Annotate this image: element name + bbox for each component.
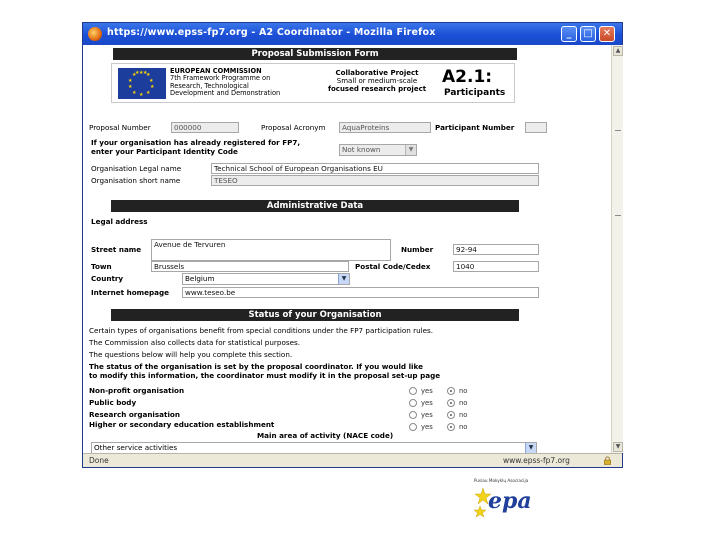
header-banner — [111, 63, 515, 103]
public-body-yes-radio — [409, 399, 417, 407]
form-code: A2.1: Participants — [442, 67, 506, 98]
status-text: Done — [89, 456, 109, 465]
non-profit-label: Non-profit organisation — [89, 386, 185, 395]
status-note-line2: to modify this information, the coordinator must modify it in the proposal set-up page — [89, 371, 441, 380]
research-org-yes-radio — [409, 411, 417, 419]
country-select[interactable]: Belgium ▼ — [182, 273, 350, 285]
country-label: Country — [91, 274, 124, 283]
town-label: Town — [91, 262, 112, 271]
non-profit-no-radio — [447, 387, 455, 395]
pic-question-line2: enter your Participant Identity Code — [91, 147, 238, 156]
non-profit-no-label: no — [459, 387, 468, 395]
maximize-button[interactable]: □ — [580, 26, 596, 42]
participant-number-label: Participant Number — [435, 123, 515, 132]
minimize-button[interactable]: _ — [561, 26, 577, 42]
title-bar[interactable] — [83, 23, 622, 45]
chevron-down-icon: ▼ — [525, 443, 536, 453]
epa-caption: Pusiau Mokyklų Asociacija — [473, 478, 529, 483]
status-url: www.epss-fp7.org — [503, 456, 570, 465]
pic-question-line1: If your organisation has already registered for FP7, — [91, 138, 301, 147]
pic-select: Not known ▼ — [339, 144, 417, 156]
organisation-status-title: Status of your Organisation — [111, 309, 519, 321]
chevron-down-icon: ▼ — [338, 274, 349, 284]
public-body-no-label: no — [459, 399, 468, 407]
education-no-label: no — [459, 423, 468, 431]
public-body-label: Public body — [89, 398, 137, 407]
epa-wordmark: epa — [488, 488, 532, 514]
research-org-label: Research organisation — [89, 410, 180, 419]
browser-window — [82, 22, 623, 468]
firefox-icon — [88, 27, 102, 41]
eu-flag-icon: ★ ★ ★ ★ ★ ★ ★ ★ ★ ★ ★ ★ — [118, 68, 166, 99]
status-note-line1: The status of the organisation is set by the proposal coordinator. If you would like — [89, 362, 423, 371]
administrative-data-title: Administrative Data — [111, 200, 519, 212]
number-field[interactable]: 92-94 — [453, 244, 539, 255]
legal-address-label: Legal address — [91, 217, 148, 226]
status-info-line3: The questions below will help you complete this section. — [89, 350, 293, 359]
research-org-yes-label: yes — [421, 411, 433, 419]
project-type: Collaborative Project Small or medium-scale focused research project — [327, 69, 427, 93]
street-field[interactable]: Avenue de Tervuren — [151, 239, 391, 261]
scroll-up-icon[interactable]: ▲ — [613, 46, 623, 56]
public-body-no-radio — [447, 399, 455, 407]
non-profit-yes-radio — [409, 387, 417, 395]
proposal-acronym-label: Proposal Acronym — [261, 123, 326, 132]
legal-name-label: Organisation Legal name — [91, 164, 182, 173]
proposal-number-label: Proposal Number — [89, 123, 151, 132]
short-name-field: TESEO — [211, 175, 539, 186]
nace-label: Main area of activity (NACE code) — [257, 431, 394, 440]
vertical-scrollbar[interactable] — [611, 45, 623, 453]
proposal-number-field: 000000 — [171, 122, 239, 133]
education-no-radio — [447, 423, 455, 431]
research-org-no-radio — [447, 411, 455, 419]
number-label: Number — [401, 245, 434, 254]
public-body-yes-label: yes — [421, 399, 433, 407]
proposal-acronym-field: AquaProteins — [339, 122, 431, 133]
nace-select[interactable]: Other service activities ▼ — [91, 442, 537, 453]
legal-name-field[interactable]: Technical School of European Organisations EU — [211, 163, 539, 174]
postal-code-label: Postal Code/Cedex — [355, 262, 431, 271]
lock-icon — [603, 456, 612, 465]
epa-logo — [466, 478, 536, 530]
status-info-line1: Certain types of organisations benefit from special conditions under the FP7 participation rules. — [89, 326, 434, 335]
participant-number-field — [525, 122, 547, 133]
scroll-down-icon[interactable]: ▼ — [613, 442, 623, 452]
education-yes-label: yes — [421, 423, 433, 431]
window-title: https://www.epss-fp7.org - A2 Coordinator - Mozilla Firefox — [107, 27, 436, 38]
postal-code-field[interactable]: 1040 — [453, 261, 539, 272]
education-yes-radio — [409, 423, 417, 431]
chevron-down-icon: ▼ — [405, 145, 416, 155]
education-label: Higher or secondary education establishment — [89, 420, 275, 429]
homepage-label: Internet homepage — [91, 288, 170, 297]
form-title: Proposal Submission Form — [113, 48, 517, 60]
research-org-no-label: no — [459, 411, 468, 419]
town-field[interactable]: Brussels — [151, 261, 349, 272]
short-name-label: Organisation short name — [91, 176, 181, 185]
page-viewport — [83, 45, 611, 453]
status-info-line2: The Commission also collects data for statistical purposes. — [89, 338, 301, 347]
homepage-field[interactable]: www.teseo.be — [182, 287, 539, 298]
street-label: Street name — [91, 245, 142, 254]
non-profit-yes-label: yes — [421, 387, 433, 395]
ec-text: EUROPEAN COMMISSION 7th Framework Programme on Research, Technological Development and Demonstration — [170, 67, 281, 98]
status-bar — [83, 453, 622, 467]
close-button[interactable]: ✕ — [599, 26, 615, 42]
